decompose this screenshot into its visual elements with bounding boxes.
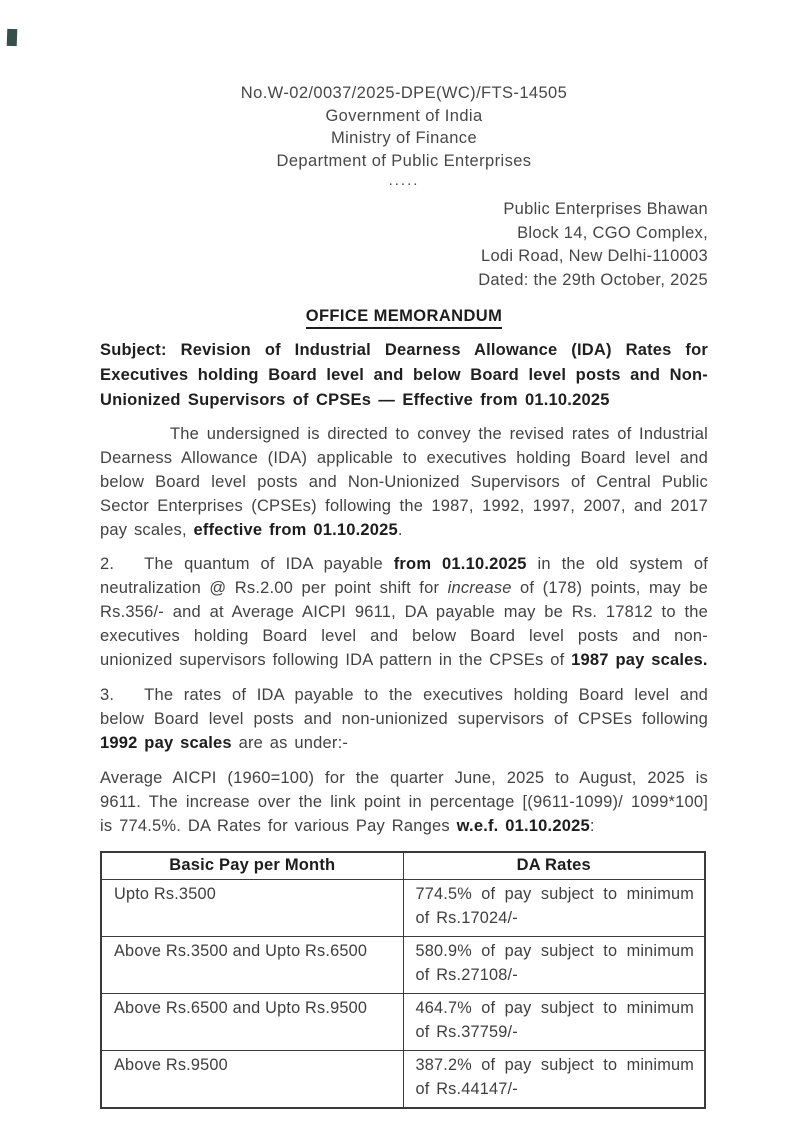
text-run: in the old system of neutralization @ Rs.2.00 per point shift for	[100, 555, 708, 597]
separator-dots: .....	[388, 172, 420, 189]
table-row	[101, 994, 705, 1051]
text-run: The quantum of IDA payable	[144, 555, 394, 573]
paragraph-2	[100, 552, 708, 672]
date-line: Dated: the 29th October, 2025	[478, 270, 708, 289]
table-row	[101, 1051, 705, 1109]
basic-pay-cell: Above Rs.3500 and Upto Rs.6500	[101, 937, 403, 994]
table-row	[101, 880, 705, 937]
da-rate-cell: 580.9% of pay subject to minimum of Rs.27108/-	[403, 937, 705, 994]
memo-title-container	[100, 307, 708, 329]
memo-title: OFFICE MEMORANDUM	[306, 307, 503, 329]
column-header-da-rates: DA Rates	[403, 852, 705, 880]
paragraph-4	[100, 766, 708, 838]
address-line-building: Public Enterprises Bhawan	[503, 200, 708, 218]
paragraph-number: 3.	[100, 686, 115, 704]
paragraph-1	[100, 422, 708, 542]
paragraph-number: 2.	[100, 555, 115, 573]
subject-line: Subject: Revision of Industrial Dearness Allowance (IDA) Rates for Executives holding Board level and below Board level posts and Non-Unionized Supervisors of CPSEs — Effective from 01.10.2025	[100, 341, 708, 409]
org-line-ministry: Ministry of Finance	[330, 129, 478, 147]
basic-pay-cell: Upto Rs.3500	[101, 880, 403, 937]
text-run: of (178) points, may be Rs.356/- and at Average AICPI 9611, DA payable may be Rs. 17812 to the executives holding Board level and below Board level posts and non-unionized supervisors following IDA pattern in the CPSEs of	[100, 579, 709, 669]
text-run-bold: w.e.f. 01.10.2025	[456, 817, 590, 835]
text-run: The rates of IDA payable to the executives holding Board level and below Board level posts and non-unionized supervisors of CPSEs following	[100, 686, 708, 728]
text-run: .	[397, 521, 403, 539]
address-line-block: Block 14, CGO Complex,	[517, 223, 708, 242]
da-rates-table	[100, 851, 706, 1109]
org-line-department: Department of Public Enterprises	[276, 151, 532, 170]
text-run-bold: 1992 pay scales	[100, 734, 232, 752]
text-run: are as under:-	[231, 734, 349, 752]
text-run-bold: 1987 pay scales.	[571, 651, 708, 669]
da-rate-cell: 774.5% of pay subject to minimum of Rs.17024/-	[403, 880, 705, 937]
document-header	[100, 82, 708, 172]
text-run-bold: from 01.10.2025	[393, 555, 527, 573]
basic-pay-cell: Above Rs.6500 and Upto Rs.9500	[101, 994, 403, 1051]
text-run-italic: increase	[447, 579, 512, 597]
table-row	[101, 937, 705, 994]
reference-number: No.W-02/0037/2025-DPE(WC)/FTS-14505	[240, 84, 568, 102]
text-run: The undersigned is directed to convey the revised rates of Industrial Dearness Allowance (IDA) applicable to executives holding Board level and below Board level posts and Non-Unionized Supervisors of Central Public Sector Enterprises (CPSEs) following the 1987, 1992, 1997, 2007, and 2017 pay scales,	[100, 425, 708, 539]
da-rate-cell: 464.7% of pay subject to minimum of Rs.37759/-	[403, 994, 705, 1051]
basic-pay-cell: Above Rs.9500	[101, 1051, 403, 1109]
text-run-bold: effective from 01.10.2025	[193, 521, 398, 539]
column-header-basic-pay: Basic Pay per Month	[101, 852, 403, 880]
da-rate-cell: 387.2% of pay subject to minimum of Rs.44147/-	[403, 1051, 705, 1109]
text-run: Average AICPI (1960=100) for the quarter June, 2025 to August, 2025 is 9611. The increase over the link point in percentage [(9611-1099)/ 1099*100] is 774.5%. DA Rates for various Pay Ranges	[100, 769, 708, 835]
text-run: :	[589, 817, 595, 835]
paragraph-3	[100, 683, 708, 755]
address-line-city: Lodi Road, New Delhi-110003	[480, 247, 708, 265]
scan-artifact-mark	[7, 29, 18, 46]
table-header-row	[101, 852, 705, 880]
org-line-government: Government of India	[325, 106, 483, 125]
address-block	[100, 198, 708, 292]
